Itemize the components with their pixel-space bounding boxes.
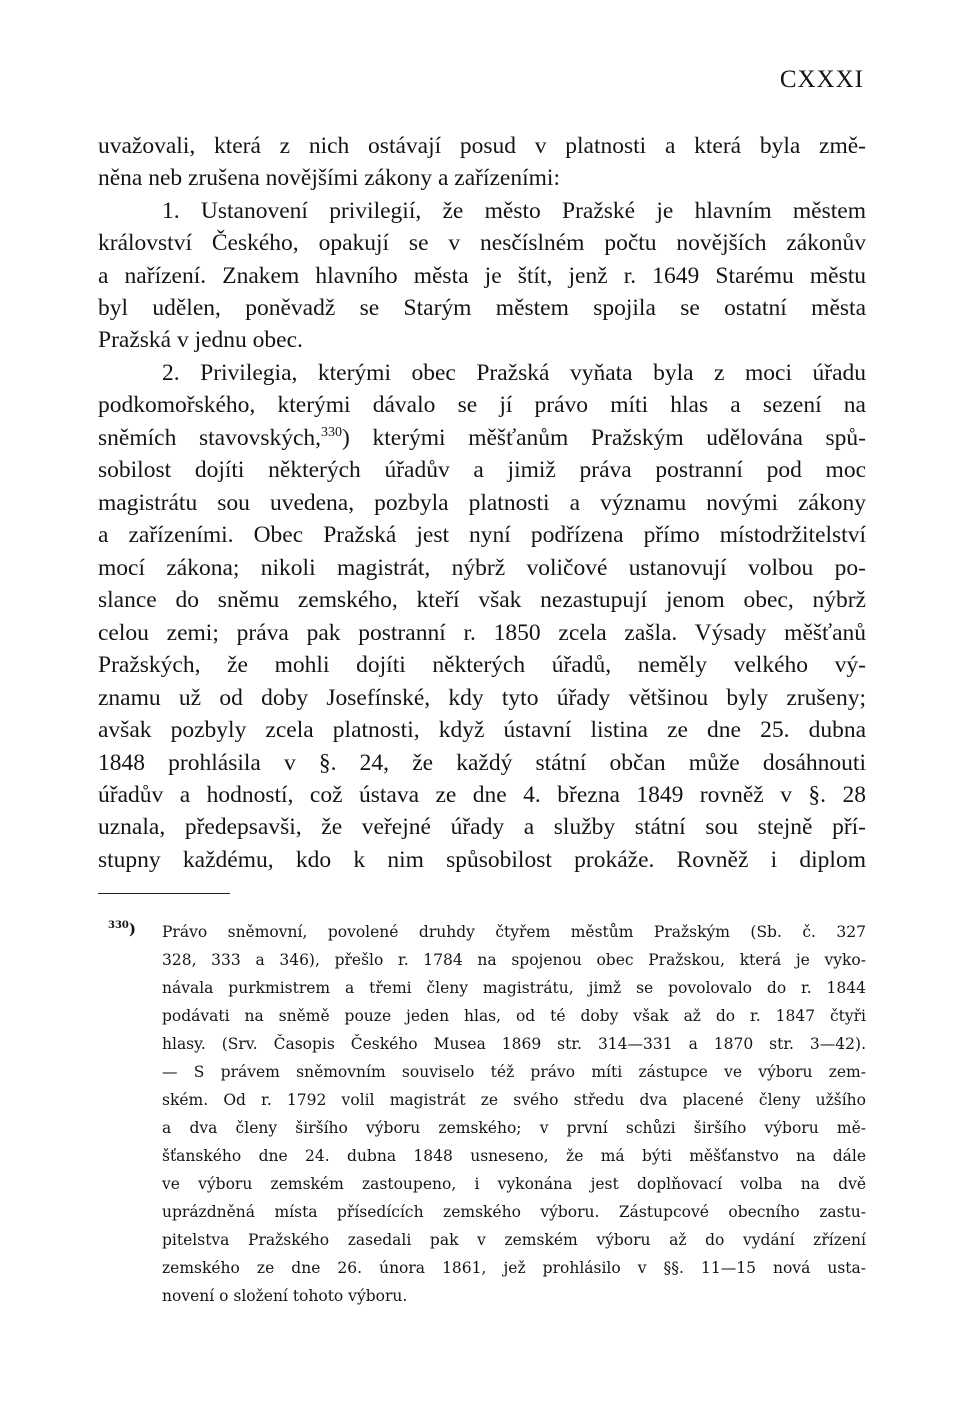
footnote-reference: 330 bbox=[321, 425, 343, 441]
body-line: sobilost dojíti některých úřadův a jimiž práva postranní pod moc bbox=[98, 457, 866, 483]
body-line: byl udělen, poněvadž se Starým městem spojila se ostatní města bbox=[98, 295, 866, 321]
footnote-line: a dva členy širšího výboru zemského; v první schůzi širšího výboru mě- bbox=[162, 1119, 866, 1137]
body-line-part: sněmích stavovských, bbox=[98, 425, 322, 451]
body-line: Pražská v jednu obec. bbox=[98, 327, 303, 353]
body-line-part: ) kterými měšťanům Pražským udělována spů- bbox=[342, 425, 866, 451]
body-line: a zařízeními. Obec Pražská jest nyní podřízena přímo místodržitelství bbox=[98, 522, 866, 548]
body-line: 2. Privilegia, kterými obec Pražská vyňata byla z moci úřadu bbox=[162, 360, 866, 386]
body-line: a nařízení. Znakem hlavního města je štít, jenž r. 1649 Starému městu bbox=[98, 263, 866, 289]
body-line: magistrátu sou uvedena, pozbyla platnosti a významu novými zákony bbox=[98, 490, 866, 516]
body-line bbox=[98, 422, 866, 454]
body-line: 1. Ustanovení privilegií, že město Pražské je hlavním městem bbox=[162, 198, 866, 224]
body-line: království Českého, opakují se v nesčíslném počtu novějších zákonův bbox=[98, 230, 866, 256]
footnote-line: podávati na sněmě pouze jeden hlas, od té doby však až do r. 1847 čtyři bbox=[162, 1007, 866, 1025]
body-line: stupny každému, kdo k nim spůsobilost prokáže. Rovněž i diplom bbox=[98, 847, 866, 873]
footnote-line: pitelstva Pražského zasedali pak v zemském výboru až do vydání zřízení bbox=[162, 1231, 866, 1249]
footnote-line: hlasy. (Srv. Časopis Českého Musea 1869 str. 314—331 a 1870 str. 3—42). bbox=[162, 1035, 866, 1053]
body-line: úřadův a hodností, což ústava ze dne 4. března 1849 rovněž v §. 28 bbox=[98, 782, 866, 808]
footnote-line: Právo sněmovní, povolené druhdy čtyřem městům Pražským (Sb. č. 327 bbox=[162, 923, 866, 941]
footnote-line: novení o složení tohoto výboru. bbox=[162, 1287, 408, 1305]
body-line: slance do sněmu zemského, kteří však nezastupují jenom obec, nýbrž bbox=[98, 587, 866, 613]
footnote-line: — S právem sněmovním souviselo též právo míti zástupce ve výboru zem- bbox=[162, 1063, 866, 1081]
body-line: uvažovali, která z nich ostávají posud v platnosti a která byla změ- bbox=[98, 133, 866, 159]
body-line: 1848 prohlásila v §. 24, že každý státní občan může dosáhnouti bbox=[98, 750, 866, 776]
body-line: Pražských, že mohli dojíti některých úřadů, neměly velkého vý- bbox=[98, 652, 866, 678]
body-line: něna neb zrušena novějšími zákony a zařízeními: bbox=[98, 165, 560, 191]
body-line: mocí zákona; nikoli magistrát, nýbrž voličové ustanovují volbou po- bbox=[98, 555, 866, 581]
body-line: podkomořského, kterými dávalo se jí právo míti hlas a sezení na bbox=[98, 392, 866, 418]
body-line: uznala, předepsavši, že veřejné úřady a služby státní sou stejně pří- bbox=[98, 814, 866, 840]
body-line: avšak pozbyly zcela platnosti, když ústavní listina ze dne 25. dubna bbox=[98, 717, 866, 743]
footnote-line: šťanského dne 24. dubna 1848 usneseno, že má býti měšťanstvo na dále bbox=[162, 1147, 866, 1165]
footnote-divider bbox=[98, 893, 230, 894]
footnote-line: zemského ze dne 26. února 1861, jež prohlásilo v §§. 11—15 nová usta- bbox=[162, 1259, 866, 1277]
footnote-line: uprázdněná místa přísedících zemského výboru. Zástupcové obecního zastu- bbox=[162, 1203, 866, 1221]
body-line: znamu už od doby Josefínské, kdy tyto úřady většinou byly zrušeny; bbox=[98, 685, 866, 711]
body-line: celou zemi; práva pak postranní r. 1850 zcela zašla. Výsady měšťanů bbox=[98, 620, 866, 646]
footnote-marker: $^{330}$) bbox=[108, 920, 136, 938]
footnote-line: ve výboru zemském zastoupeno, i vykonána jest doplňovací volba na dvě bbox=[162, 1175, 866, 1193]
footnote-line: návala purkmistrem a třemi členy magistrátu, jimž se povolovalo do r. 1844 bbox=[162, 979, 866, 997]
page-number: CXXXI bbox=[779, 66, 864, 93]
footnote-line: 328, 333 a 346), přešlo r. 1784 na spojenou obec Pražskou, která je vyko- bbox=[162, 951, 866, 969]
footnote-line: ském. Od r. 1792 volil magistrát ze svého středu dva placené členy užšího bbox=[162, 1091, 866, 1109]
